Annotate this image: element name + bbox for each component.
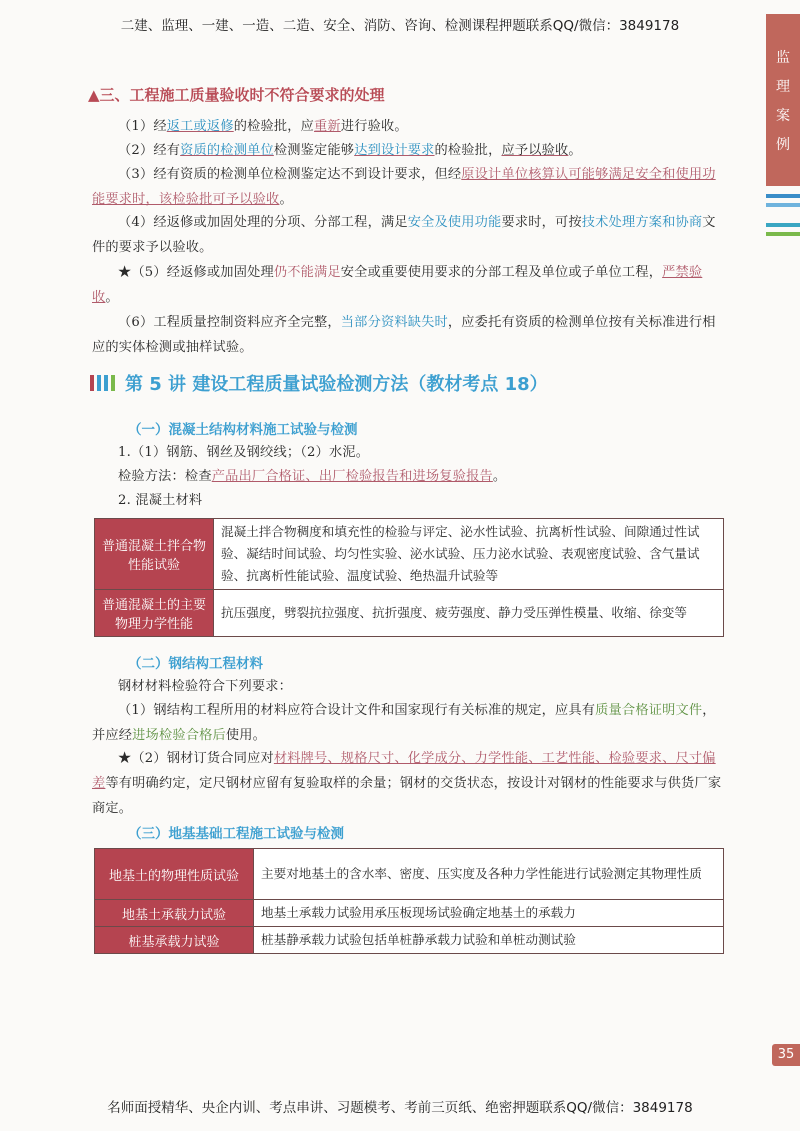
stripe-lightblue xyxy=(766,203,800,207)
table-value: 地基土承载力试验用承压板现场试验确定地基土的承载力 xyxy=(254,900,724,927)
section-3-p1: （1）经返工或返修的检验批，应重新进行验收。 xyxy=(118,119,408,134)
subsection-3-title: （三）地基基础工程施工试验与检测 xyxy=(128,826,344,842)
section-3-p3: （3）经有资质的检测单位检测鉴定达不到设计要求，但经原设计单位核算认可能够满足安全和使用功能要求时，该检验批可予以验收。 xyxy=(92,167,716,207)
sub2-intro: 钢材材料检验符合下列要求： xyxy=(118,679,293,694)
bottom-banner: 名师面授精华、央企内训、考点串讲、习题模考、考前三页纸、绝密押题联系QQ/微信：3849178 xyxy=(107,1100,693,1116)
section-3-p5: ★（5）经返修或加固处理仍不能满足安全或重要使用要求的分部工程及单位或子单位工程，严禁验收。 xyxy=(92,265,703,305)
concrete-table xyxy=(94,518,724,637)
table-value: 混凝土拌合物稠度和填充性的检验与评定、泌水性试验、抗离析性试验、间隙通过性试验、凝结时间试验、均匀性实验、泌水试验、压力泌水试验、表观密度试验、含气量试验、抗离析性能试验、温度试验、绝热温升试验等 xyxy=(214,519,724,590)
section-3-title: ▲三、工程施工质量验收时不符合要求的处理 xyxy=(88,86,385,104)
table-label: 地基土承载力试验 xyxy=(95,900,254,927)
table-label: 普通混凝土拌合物性能试验 xyxy=(95,519,214,590)
stripe-teal xyxy=(766,223,800,227)
lecture-bars-icon xyxy=(90,375,115,391)
section-3-p2: （2）经有资质的检测单位检测鉴定能够达到设计要求的检验批，应予以验收。 xyxy=(118,143,582,158)
lecture-title: 第 5 讲 建设工程质量试验检测方法（教材考点 18） xyxy=(90,370,548,396)
table-row xyxy=(95,900,724,927)
table-value: 抗压强度，劈裂抗拉强度、抗折强度、疲劳强度、静力受压弹性模量、收缩、徐变等 xyxy=(214,590,724,637)
sub1-line3: 2. 混凝土材料 xyxy=(118,493,203,508)
sub2-p1: （1）钢结构工程所用的材料应符合设计文件和国家现行有关标准的规定，应具有质量合格证明文件，并应经进场检验合格后使用。 xyxy=(92,703,716,743)
stripe-green xyxy=(766,232,800,236)
table-value: 桩基静承载力试验包括单桩静承载力试验和单桩动测试验 xyxy=(254,927,724,954)
side-tab-char: 例 xyxy=(776,136,790,153)
side-tab-char: 案 xyxy=(776,107,790,124)
table-row xyxy=(95,590,724,637)
side-tab-char: 理 xyxy=(776,78,790,95)
side-tab-char: 监 xyxy=(776,49,790,66)
table-label: 普通混凝土的主要物理力学性能 xyxy=(95,590,214,637)
table-label: 桩基承载力试验 xyxy=(95,927,254,954)
table-row xyxy=(95,927,724,954)
foundation-table xyxy=(94,848,724,954)
stripe-blue xyxy=(766,194,800,198)
sub1-line2: 检验方法：检查产品出厂合格证、出厂检验报告和进场复验报告。 xyxy=(118,469,507,484)
top-banner: 二建、监理、一建、一造、二造、安全、消防、咨询、检测课程押题联系QQ/微信：3849178 xyxy=(120,18,680,34)
sub1-line1: 1.（1）钢筋、钢丝及钢绞线；（2）水泥。 xyxy=(118,445,370,460)
subsection-1-title: （一）混凝土结构材料施工试验与检测 xyxy=(128,422,358,438)
page-number: 35 xyxy=(772,1044,800,1066)
section-3-p4: （4）经返修或加固处理的分项、分部工程，满足安全及使用功能要求时，可按技术处理方案和协商文件的要求予以验收。 xyxy=(92,215,716,255)
table-value: 主要对地基土的含水率、密度、压实度及各种力学性能进行试验测定其物理性质 xyxy=(254,849,724,900)
subsection-2-title: （二）钢结构工程材料 xyxy=(128,656,263,672)
table-label: 地基土的物理性质试验 xyxy=(95,849,254,900)
table-row xyxy=(95,849,724,900)
side-tab xyxy=(766,14,800,186)
sub2-p2: ★（2）钢材订货合同应对材料牌号、规格尺寸、化学成分、力学性能、工艺性能、检验要求、尺寸偏差等有明确约定，定尺钢材应留有复验取样的余量；钢材的交货状态，按设计对钢材的性能要求与供货厂家商定。 xyxy=(92,751,722,816)
section-3-p6: （6）工程质量控制资料应齐全完整，当部分资料缺失时，应委托有资质的检测单位按有关标准进行相应的实体检测或抽样试验。 xyxy=(92,315,716,355)
table-row xyxy=(95,519,724,590)
